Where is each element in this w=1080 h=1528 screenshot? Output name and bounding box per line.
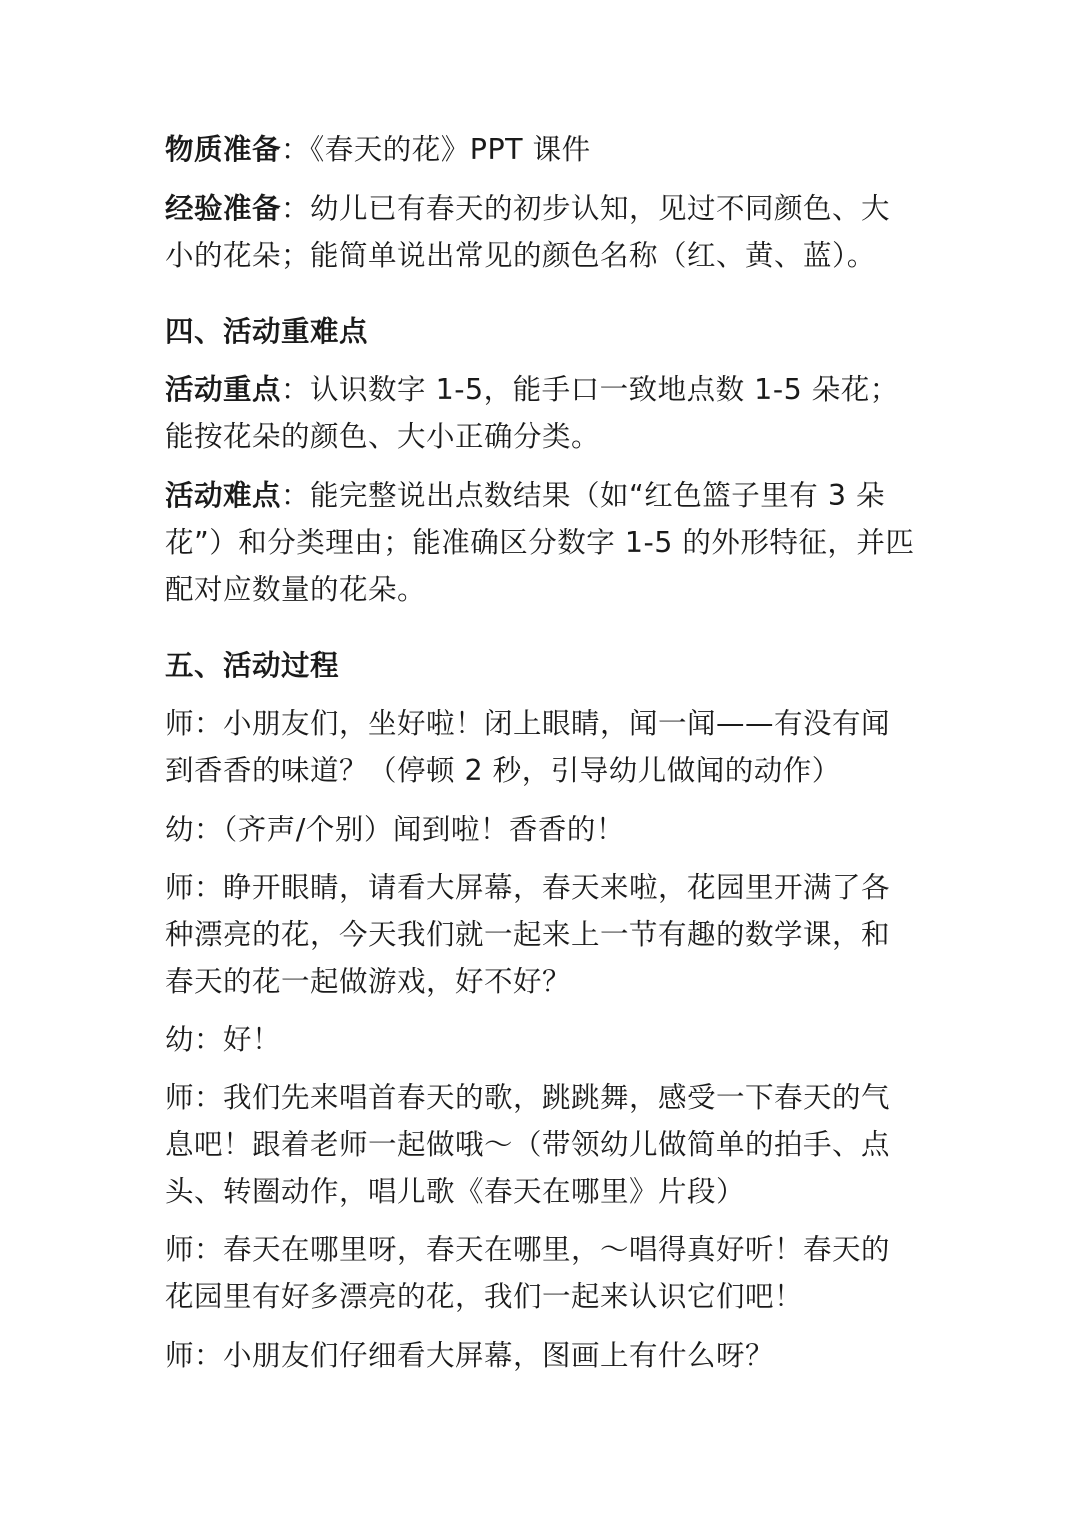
key-points-paragraph — [165, 366, 915, 460]
materials-paragraph — [165, 126, 915, 173]
experience-label: 经验准备 — [165, 192, 282, 225]
section-heading-key-points: 四、活动重难点 — [165, 315, 369, 348]
materials-label: 物质准备 — [165, 133, 282, 166]
difficult-points-paragraph — [165, 472, 915, 613]
key-points-label: 活动重点 — [165, 373, 282, 406]
dialogue-line: 师：我们先来唱首春天的歌，跳跳舞，感受一下春天的气息吧！跟着老师一起做哦～（带领幼儿做简单的拍手、点头、转圈动作，唱儿歌《春天在哪里》片段） — [165, 1081, 891, 1208]
key-points-text: ：认识数字 1-5，能手口一致地点数 1-5 朵花；能按花朵的颜色、大小正确分类。 — [165, 373, 899, 453]
dialogue-line: 幼：好！ — [165, 1023, 282, 1056]
dialogue-line: 师：小朋友们仔细看大屏幕，图画上有什么呀？ — [165, 1339, 775, 1372]
dialogue-line: 师：小朋友们，坐好啦！闭上眼睛，闻一闻——有没有闻到香香的味道？（停顿 2 秒，引导幼儿做闻的动作） — [165, 707, 891, 787]
experience-paragraph — [165, 185, 915, 279]
section-heading-process: 五、活动过程 — [165, 649, 340, 682]
dialogue-line: 师：睁开眼睛，请看大屏幕，春天来啦，花园里开满了各种漂亮的花，今天我们就一起来上一节有趣的数学课，和春天的花一起做游戏，好不好？ — [165, 871, 891, 998]
materials-text: ：《春天的花》PPT 课件 — [281, 133, 591, 166]
dialogue-line: 师：春天在哪里呀，春天在哪里，～唱得真好听！春天的花园里有好多漂亮的花，我们一起来认识它们吧！ — [165, 1233, 891, 1313]
difficult-points-text: ：能完整说出点数结果（如“红色篮子里有 3 朵花”）和分类理由；能准确区分数字 1-5 的外形特征，并匹配对应数量的花朵。 — [165, 479, 915, 606]
experience-text: ：幼儿已有春天的初步认知，见过不同颜色、大小的花朵；能简单说出常见的颜色名称（红、黄、蓝）。 — [165, 192, 891, 272]
difficult-points-label: 活动难点 — [165, 479, 282, 512]
dialogue-line: 幼：（齐声/个别）闻到啦！香香的！ — [165, 813, 625, 846]
